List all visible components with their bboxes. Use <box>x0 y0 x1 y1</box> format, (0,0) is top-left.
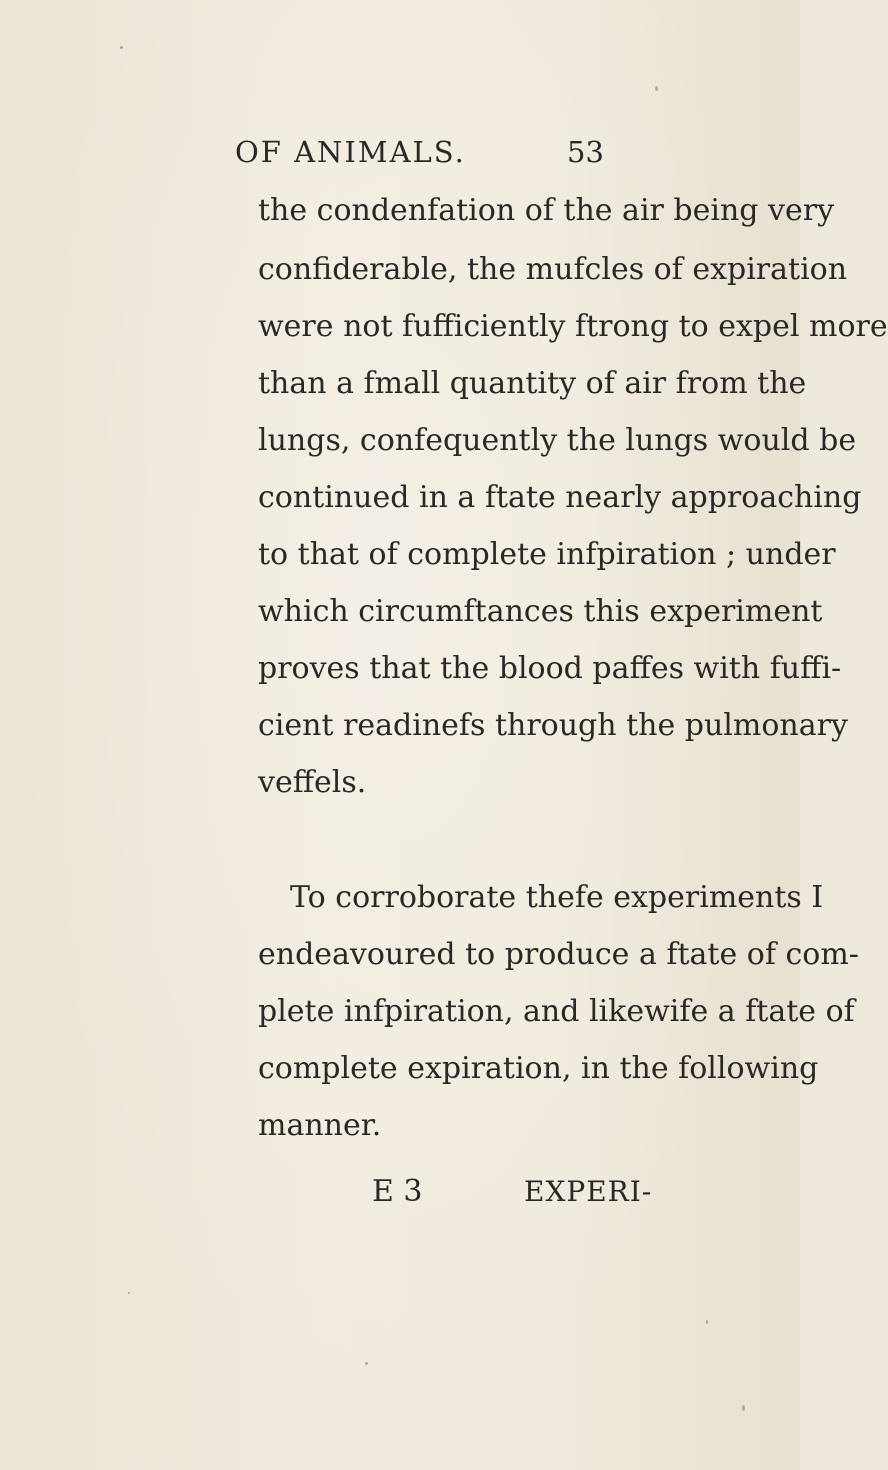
paper-speck <box>128 1292 130 1294</box>
line-text: were not fufficiently ftrong to expel more <box>258 309 888 344</box>
text-line <box>0 1101 800 1151</box>
page-number: 53 <box>567 135 604 169</box>
running-title: OF ANIMALS. <box>235 135 466 169</box>
paper-speck <box>365 1362 368 1365</box>
line-text: plete infpiration, and likewife a ftate of <box>258 994 855 1029</box>
line-text: which circumftances this experiment <box>258 594 823 629</box>
running-head <box>0 132 800 172</box>
line-text: the condenfation of the air being very <box>258 193 835 228</box>
text-line <box>0 473 862 523</box>
text-line <box>0 186 835 236</box>
catchword: EXPERI- <box>524 1175 653 1208</box>
signature-mark: E 3 <box>372 1174 423 1209</box>
text-line <box>0 758 800 808</box>
text-line <box>0 987 855 1037</box>
line-text: To corroborate thefe experiments I <box>290 880 824 915</box>
text-line <box>0 1044 819 1094</box>
paper-speck <box>742 1405 745 1411</box>
line-text: lungs, confequently the lungs would be <box>258 423 857 458</box>
line-text: complete expiration, in the following <box>258 1051 819 1086</box>
line-text: endeavoured to produce a ftate of com- <box>258 937 859 972</box>
text-line <box>0 644 842 694</box>
line-text: continued in a ftate nearly approaching <box>258 480 862 515</box>
line-text: confiderable, the mufcles of expiration <box>258 252 848 287</box>
paper-speck <box>706 1320 708 1324</box>
text-line <box>0 587 823 637</box>
text-line <box>0 302 888 352</box>
paper-speck <box>655 86 658 91</box>
line-text: to that of complete infpiration ; under <box>258 537 836 572</box>
line-text: manner. <box>258 1108 382 1143</box>
text-line <box>0 701 848 751</box>
text-line <box>0 930 859 980</box>
paper-speck <box>120 46 123 49</box>
text-line <box>0 873 824 923</box>
text-line <box>0 530 836 580</box>
line-text: veffels. <box>258 765 367 800</box>
line-text: proves that the blood paffes with fuffi- <box>258 651 842 686</box>
text-line <box>0 416 857 466</box>
line-text: than a fmall quantity of air from the <box>258 366 807 401</box>
text-line <box>0 245 848 295</box>
page-footer <box>0 1170 800 1214</box>
line-text: cient readinefs through the pulmonary <box>258 708 848 743</box>
text-line <box>0 359 807 409</box>
